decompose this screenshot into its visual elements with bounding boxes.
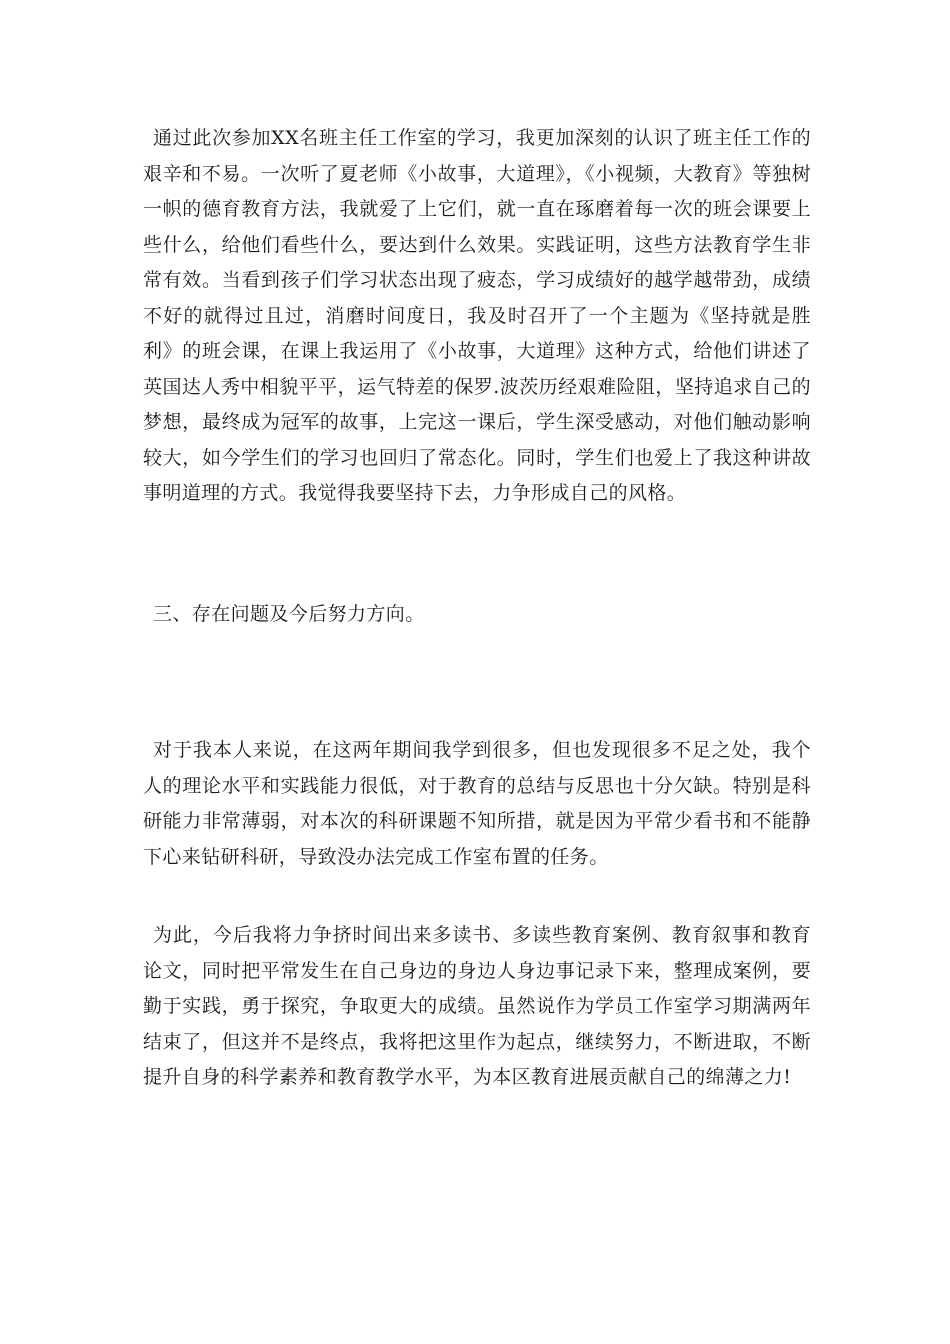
paragraph-future-plans: 为此，今后我将力争挤时间出来多读书、多读些教育案例、教育叙事和教育论文，同时把平常发生在自己身边的身边人身边事记录下来，整理成案例，要勤于实践，勇于探究，争取更大的成绩。虽然说作为学员工作室学习期满两年结束了，但这并不是终点，我将把这里作为起点，继续努力，不断进取，不断提升自身的科学素养和教育教学水平，为本区教育进展贡献自己的绵薄之力! [143,924,811,1088]
paragraph-shortcomings: 对于我本人来说，在这两年期间我学到很多，但也发现很多不足之处，我个人的理论水平和实践能力很低，对于教育的总结与反思也十分欠缺。特别是科研能力非常薄弱，对本次的科研课题不知所措，就是因为平常少看书和不能静下心来钻研科研，导致没办法完成工作室布置的任务。 [143,739,811,868]
paragraph-workshop-experience: 通过此次参加XX名班主任工作室的学习，我更加深刻的认识了班主任工作的艰辛和不易。一次听了夏老师《小故事，大道理》，《小视频，大教育》等独树一帜的德育教育方法，我就爱了上它们，就一直在琢磨着每一次的班会课要上些什么，给他们看些什么，要达到什么效果。实践证明，这些方法教育学生非常有效。当看到孩子们学习状态出现了疲态，学习成绩好的越学越带劲，成绩不好的就得过且过，消磨时间度日，我及时召开了一个主题为《坚持就是胜利》的班会课，在课上我运用了《小故事，大道理》这种方式，给他们讲述了英国达人秀中相貌平平，运气特差的保罗.波茨历经艰难险阻，坚持追求自己的梦想，最终成为冠军的故事，上完这一课后，学生深受感动，对他们触动影响较大，如今学生们的学习也回归了常态化。同时，学生们也爱上了我这种讲故事明道理的方式。我觉得我要坚持下去，力争形成自己的风格。 [143,127,811,504]
section-heading-problems-and-direction: 三、存在问题及今后努力方向。 [153,603,425,625]
